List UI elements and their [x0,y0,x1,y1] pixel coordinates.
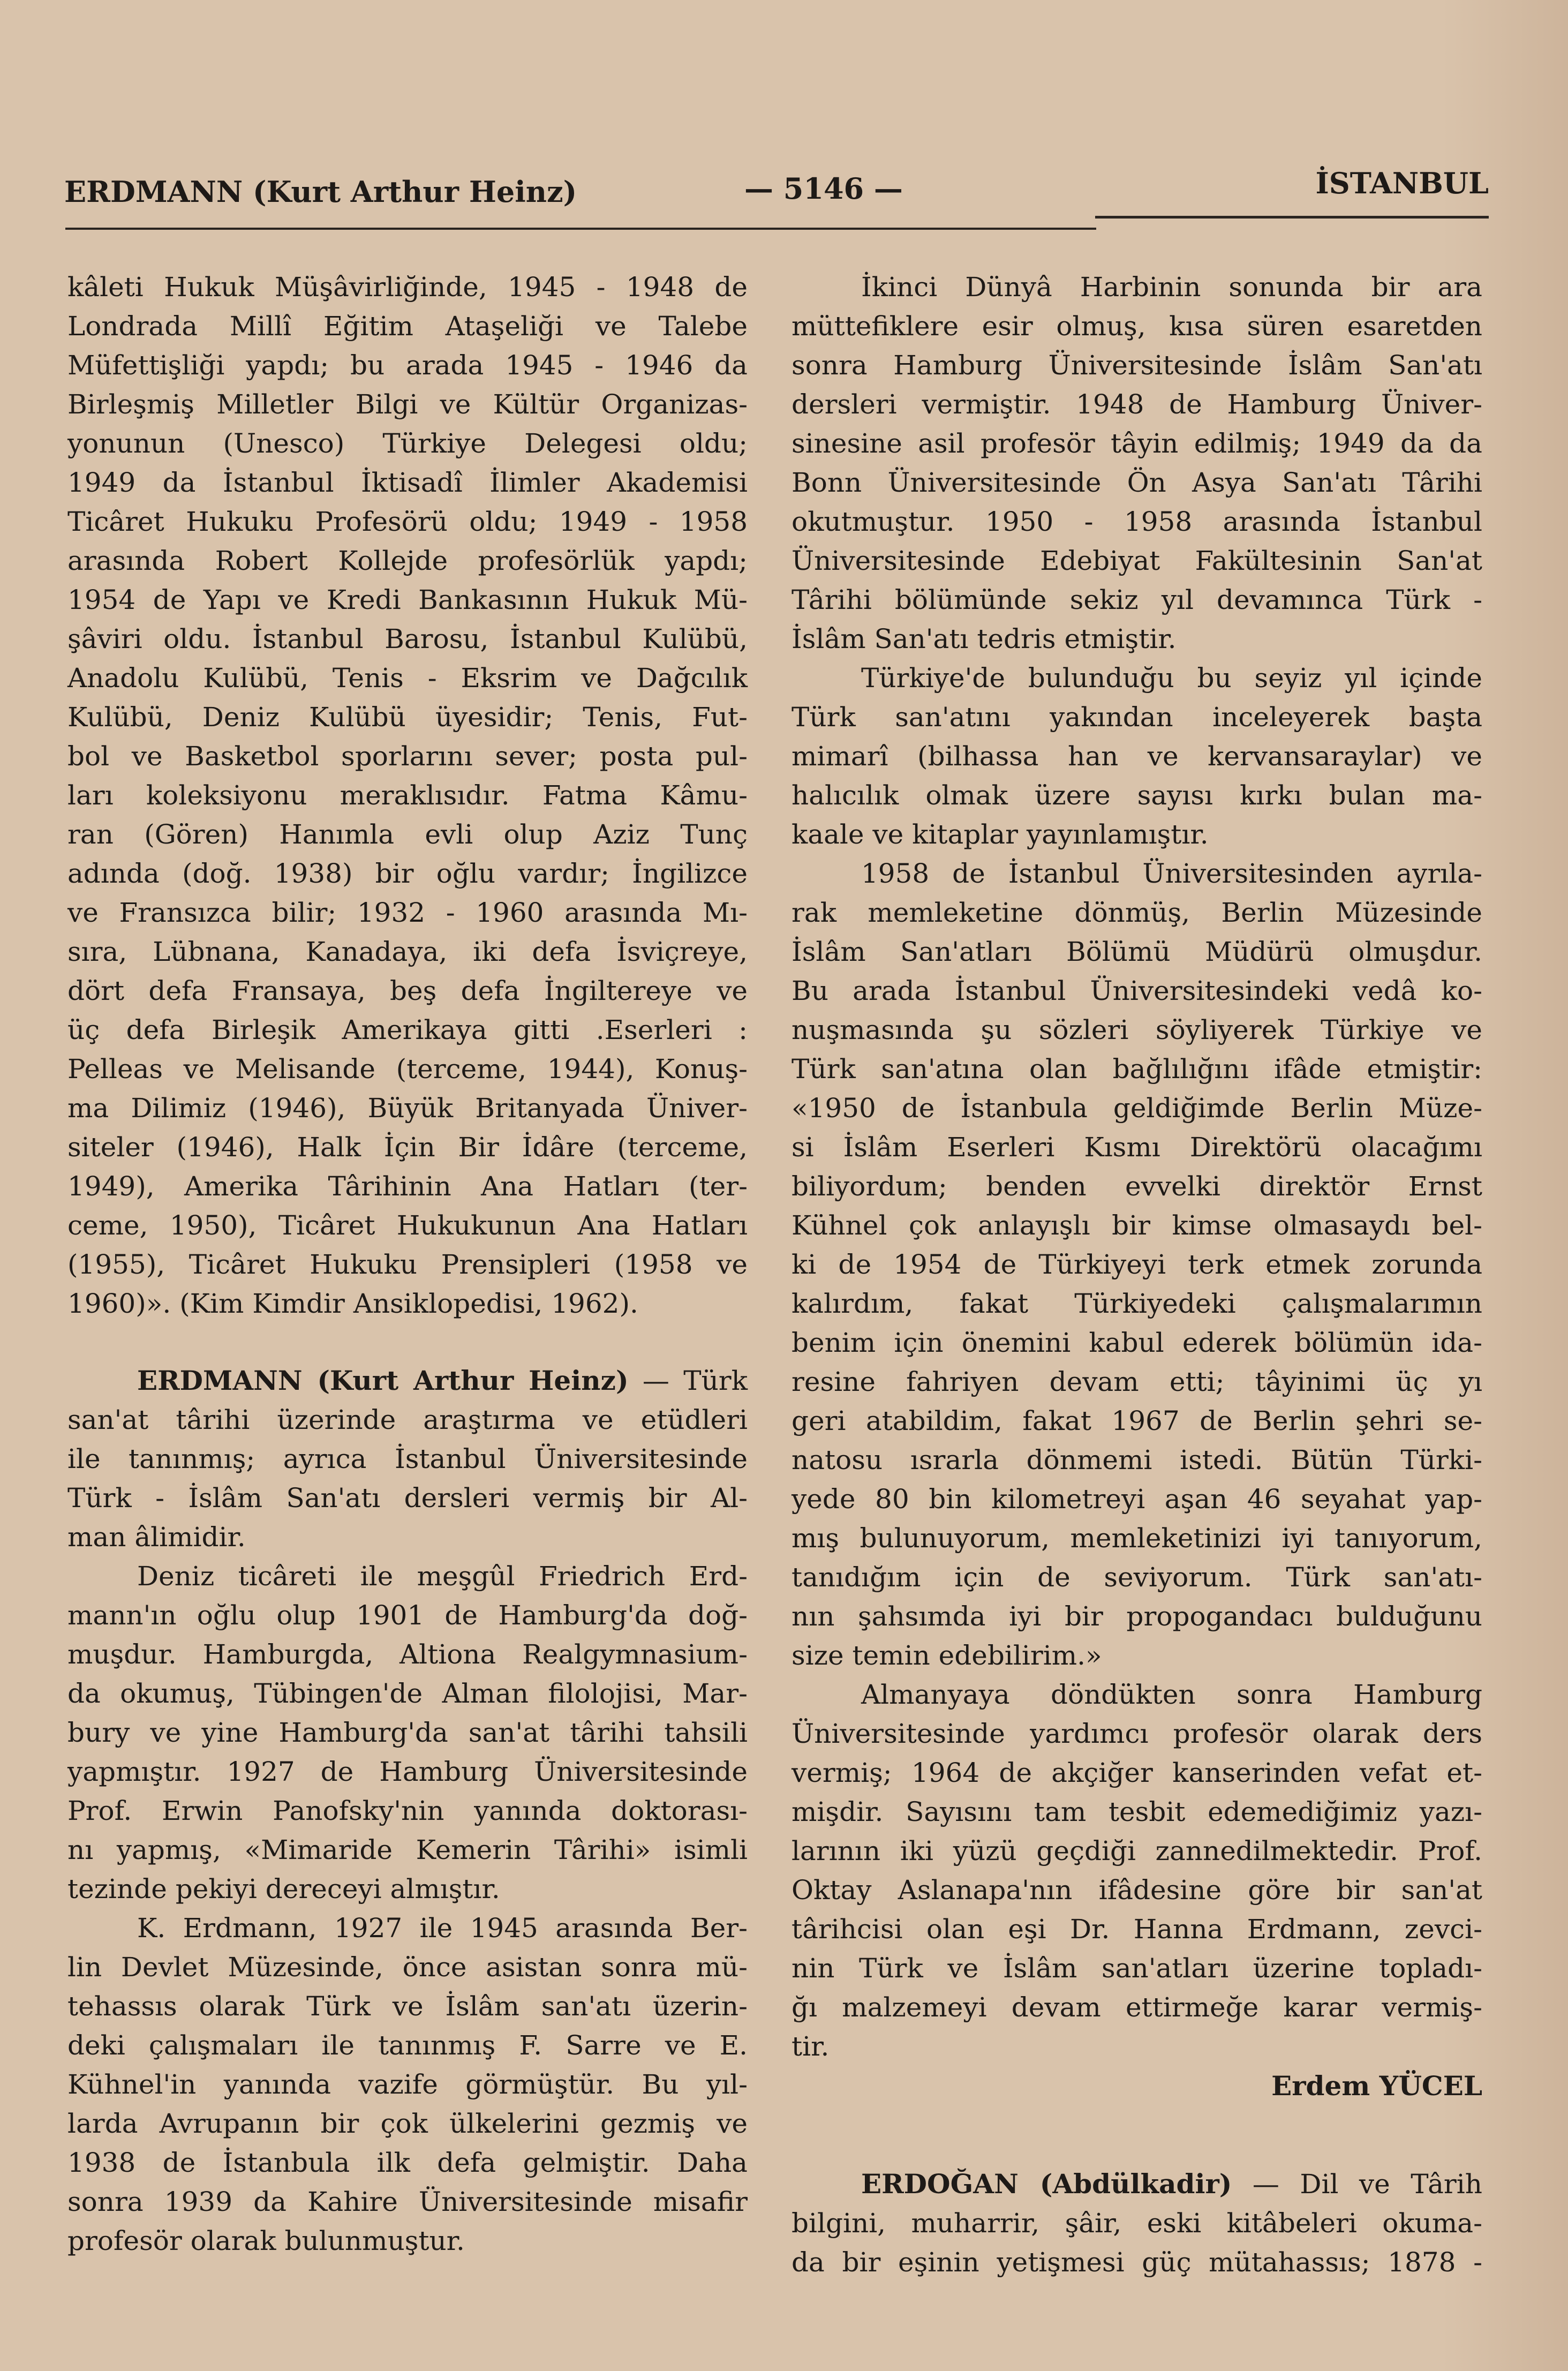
text-line: nin Türk ve İslâm san'atları üzerine topladı- [791,1953,1482,1984]
text-line: 1949), Amerika Târihinin Ana Hatları (ter- [67,1171,748,1202]
text-line: resine fahriyen devam etti; tâyinimi üç yı [791,1366,1482,1397]
text-line: târihcisi olan eşi Dr. Hanna Erdmann, zevci- [791,1914,1482,1945]
paragraph-berlin-museum [67,1909,748,2261]
text-line: mimarî (bilhassa han ve kervansaraylar) ve [791,741,1482,772]
text-line: si İslâm Eserleri Kısmı Direktörü olacağımı [791,1132,1482,1163]
text-line: Londrada Millî Eğitim Ataşeliği ve Talebe [67,311,748,342]
text-line: Üniversitesinde yardımcı profesör olarak ders [791,1718,1482,1749]
text-line: mann'ın oğlu olup 1901 de Hamburg'da doğ- [67,1600,748,1631]
text-line: İslâm San'atları Bölümü Müdürü olmuşdur. [791,936,1482,967]
entry-title-dash: — Türk [628,1365,748,1396]
text-line: Türk - İslâm San'atı dersleri vermiş bir Al- [67,1482,748,1514]
page-number: — 5146 — [744,171,903,206]
text-line: dersleri vermiştir. 1948 de Hamburg Üniver- [791,389,1482,420]
paragraph-early-life [67,1557,748,1909]
left-column [67,268,748,2261]
paragraph-career [67,268,748,1323]
text-line: mış bulunuyorum, memleketinizi iyi tanıyorum, [791,1523,1482,1554]
text-line: adında (doğ. 1938) bir oğlu vardır; İngilizce [67,858,748,889]
right-column [791,268,1482,2282]
text-line: tir. [791,2031,830,2062]
text-line: sıra, Lübnana, Kanadaya, iki defa İsviçreye, [67,936,748,967]
text-line: vermiş; 1964 de akçiğer kanserinden vefat et- [791,1757,1482,1788]
text-line: ran (Gören) Hanımla evli olup Aziz Tunç [67,819,748,850]
text-line: yapmıştır. 1927 de Hamburg Üniversitesinde [67,1756,748,1787]
paragraph-next-entry [791,2164,1482,2282]
text-line: Deniz ticâreti ile meşgûl Friedrich Erd- [137,1561,748,1592]
text-line: deki çalışmaları ile tanınmış F. Sarre ve E. [67,2030,748,2061]
text-line: Türkiye'de bulunduğu bu seyiz yıl içinde [861,663,1482,694]
entry-title: ERDMANN (Kurt Arthur Heinz) [137,1365,629,1396]
text-line: Kulübü, Deniz Kulübü üyesidir; Tenis, Fut- [67,702,748,733]
text-line: Oktay Aslanapa'nın ifâdesine göre bir san'at [791,1875,1482,1906]
text-line: tanıdığım için de seviyorum. Türk san'atı- [791,1562,1482,1593]
next-entry-heading-line [791,2164,1482,2204]
text-line: Üniversitesinde Edebiyat Fakültesinin San'at [791,545,1482,576]
text-line: Târihi bölümünde sekiz yıl devamınca Türk - [791,584,1482,615]
text-line: profesör olarak bulunmuştur. [67,2225,465,2256]
text-line: larının iki yüzü geçdiği zannedilmektedir. Prof. [791,1835,1482,1866]
text-line: lin Devlet Müzesinde, önce asistan sonra mü- [67,1952,748,1983]
text-line: muşdur. Hamburgda, Altiona Realgymnasium- [67,1639,748,1670]
text-line: natosu ısrarla dönmemi istedi. Bütün Türki- [791,1444,1482,1476]
text-line: da bir eşinin yetişmesi güç mütahassıs; 1878 - [791,2247,1482,2278]
text-line: benim için önemini kabul ederek bölümün ida- [791,1327,1482,1358]
text-line: (1955), Ticâret Hukuku Prensipleri (1958 ve [67,1249,748,1280]
text-line: 1958 de İstanbul Üniversitesinden ayrıla- [861,858,1482,889]
paragraph-entry-intro [67,1361,748,1557]
text-line: man âlimidir. [67,1522,246,1553]
text-line: mişdir. Sayısını tam tesbit edemediğimiz yazı- [791,1796,1482,1827]
text-line: İslâm San'atı tedris etmiştir. [791,623,1177,654]
text-line: üç defa Birleşik Amerikaya gitti .Eserleri : [67,1014,748,1045]
text-line: Prof. Erwin Panofsky'nin yanında doktorası- [67,1795,748,1826]
text-line: Anadolu Kulübü, Tenis - Eksrim ve Dağcılık [67,663,748,694]
text-line: san'at târihi üzerinde araştırma ve etüdleri [67,1404,748,1435]
text-line: sonra 1939 da Kahire Üniversitesinde misafir [67,2186,748,2217]
text-line: da okumuş, Tübingen'de Alman filolojisi, Mar- [67,1678,748,1709]
text-line: okutmuştur. 1950 - 1958 arasında İstanbul [791,506,1482,537]
text-line: 1954 de Yapı ve Kredi Bankasının Hukuk Mü- [67,584,748,615]
text-line: ma Dilimiz (1946), Büyük Britanyada Üniver- [67,1093,748,1124]
text-line: sonra Hamburg Üniversitesinde İslâm San'atı [791,350,1482,381]
next-entry-dash: — Dil ve Târih [1232,2169,1483,2200]
text-line: kâleti Hukuk Müşâvirliğinde, 1945 - 1948 de [67,272,748,303]
next-entry-title: ERDOĞAN (Abdülkadir) [861,2168,1232,2200]
text-line: ki de 1954 de Türkiyeyi terk etmek zorunda [791,1249,1482,1280]
text-line: siteler (1946), Halk İçin Bir İdâre (terceme, [67,1132,748,1163]
text-line: 1938 de İstanbula ilk defa gelmiştir. Daha [67,2147,748,2178]
text-line: 1960)». (Kim Kimdir Ansiklopedisi, 1962). [67,1288,638,1319]
text-line: Bonn Üniversitesinde Ön Asya San'atı Târihi [791,467,1482,498]
text-line: geri atabildim, fakat 1967 de Berlin şehri se- [791,1405,1482,1436]
text-line: bilgini, muharrir, şâir, eski kitâbeleri okuma- [791,2208,1482,2239]
text-line: Bu arada İstanbul Üniversitesindeki vedâ ko- [791,975,1482,1006]
text-line: K. Erdmann, 1927 ile 1945 arasında Ber- [137,1913,748,1944]
text-line: Birleşmiş Milletler Bilgi ve Kültür Organizas- [67,389,748,420]
header-volume-title: İSTANBUL [1315,166,1489,200]
header-rule-right [1095,216,1489,219]
text-line: Türk san'atına olan bağlılığını ifâde etmiştir: [791,1053,1482,1085]
paragraph-publications [791,659,1482,854]
text-line: nın şahsımda iyi bir propogandacı bulduğunu [791,1601,1482,1632]
text-line: 1949 da İstanbul İktisadî İlimler Akademisi [67,467,748,498]
text-line: Kühnel'in yanında vazife görmüştür. Bu yıl- [67,2069,748,2100]
text-line: ceme, 1950), Ticâret Hukukunun Ana Hatları [67,1210,748,1241]
text-line: yede 80 bin kilometreyi aşan 46 seyahat yap- [791,1484,1482,1515]
text-line: biliyordum; benden evvelki direktör Ernst [791,1171,1482,1202]
text-line: Müfettişliği yapdı; bu arada 1945 - 1946 da [67,350,748,381]
text-line: nı yapmış, «Mimaride Kemerin Târihi» isimli [67,1834,748,1865]
text-line: tehassıs olarak Türk ve İslâm san'atı üzerin- [67,1991,748,2022]
text-line: Almanyaya döndükten sonra Hamburg [861,1679,1482,1710]
text-line: arasında Robert Kollejde profesörlük yapdı; [67,545,748,576]
text-line: nuşmasında şu sözleri söyliyerek Türkiye ve [791,1014,1482,1045]
text-line: Türk san'atını yakından inceleyerek başta [791,702,1482,733]
text-line: size temin edebilirim.» [791,1640,1102,1671]
text-line: rak memleketine dönmüş, Berlin Müzesinde [791,897,1482,928]
text-line: ile tanınmış; ayrıca İstanbul Üniversitesinde [67,1443,748,1474]
text-line: bury ve yine Hamburg'da san'at târihi tahsili [67,1717,748,1748]
text-line: yonunun (Unesco) Türkiye Delegesi oldu; [67,428,748,459]
text-line: halıcılık olmak üzere sayısı kırkı bulan ma- [791,780,1482,811]
text-line: kalırdım, fakat Türkiyedeki çalışmalarımın [791,1288,1482,1319]
paragraph-return-berlin [791,854,1482,1675]
text-line: ları koleksiyonu meraklısıdır. Fatma Kâmu- [67,780,748,811]
text-line: «1950 de İstanbula geldiğimde Berlin Müze- [791,1093,1482,1124]
text-line: dört defa Fransaya, beş defa İngiltereye ve [67,975,748,1006]
header-rule-left [65,228,1096,230]
author-signature: Erdem YÜCEL [1271,2070,1482,2102]
text-line: Kühnel çok anlayışlı bir kimse olmasaydı bel- [791,1210,1482,1241]
text-line: İkinci Dünyâ Harbinin sonunda bir ara [861,272,1482,303]
text-line: ğı malzemeyi devam ettirmeğe karar vermiş- [791,1992,1482,2023]
text-line: tezinde pekiyi dereceyi almıştır. [67,1873,500,1905]
text-line: bol ve Basketbol sporlarını sever; posta pul- [67,741,748,772]
text-line: larda Avrupanın bir çok ülkelerini gezmiş ve [67,2108,748,2139]
text-line: müttefiklere esir olmuş, kısa süren esaretden [791,311,1482,342]
entry-heading-line [67,1361,748,1401]
text-line: şâviri oldu. İstanbul Barosu, İstanbul Kulübü, [67,623,748,654]
text-line: ve Fransızca bilir; 1932 - 1960 arasında Mı- [67,897,748,928]
running-header [64,166,1489,214]
text-line: kaale ve kitaplar yayınlamıştır. [791,819,1209,850]
header-entry-name: ERDMANN (Kurt Arthur Heinz) [64,175,577,209]
paragraph-wartime [791,268,1482,659]
text-line: Pelleas ve Melisande (terceme, 1944), Konuş- [67,1053,748,1085]
text-line: sinesine asil profesör tâyin edilmiş; 1949 da da [791,428,1482,459]
text-line: Ticâret Hukuku Profesörü oldu; 1949 - 1958 [67,506,748,537]
paragraph-death [791,1675,1482,2066]
